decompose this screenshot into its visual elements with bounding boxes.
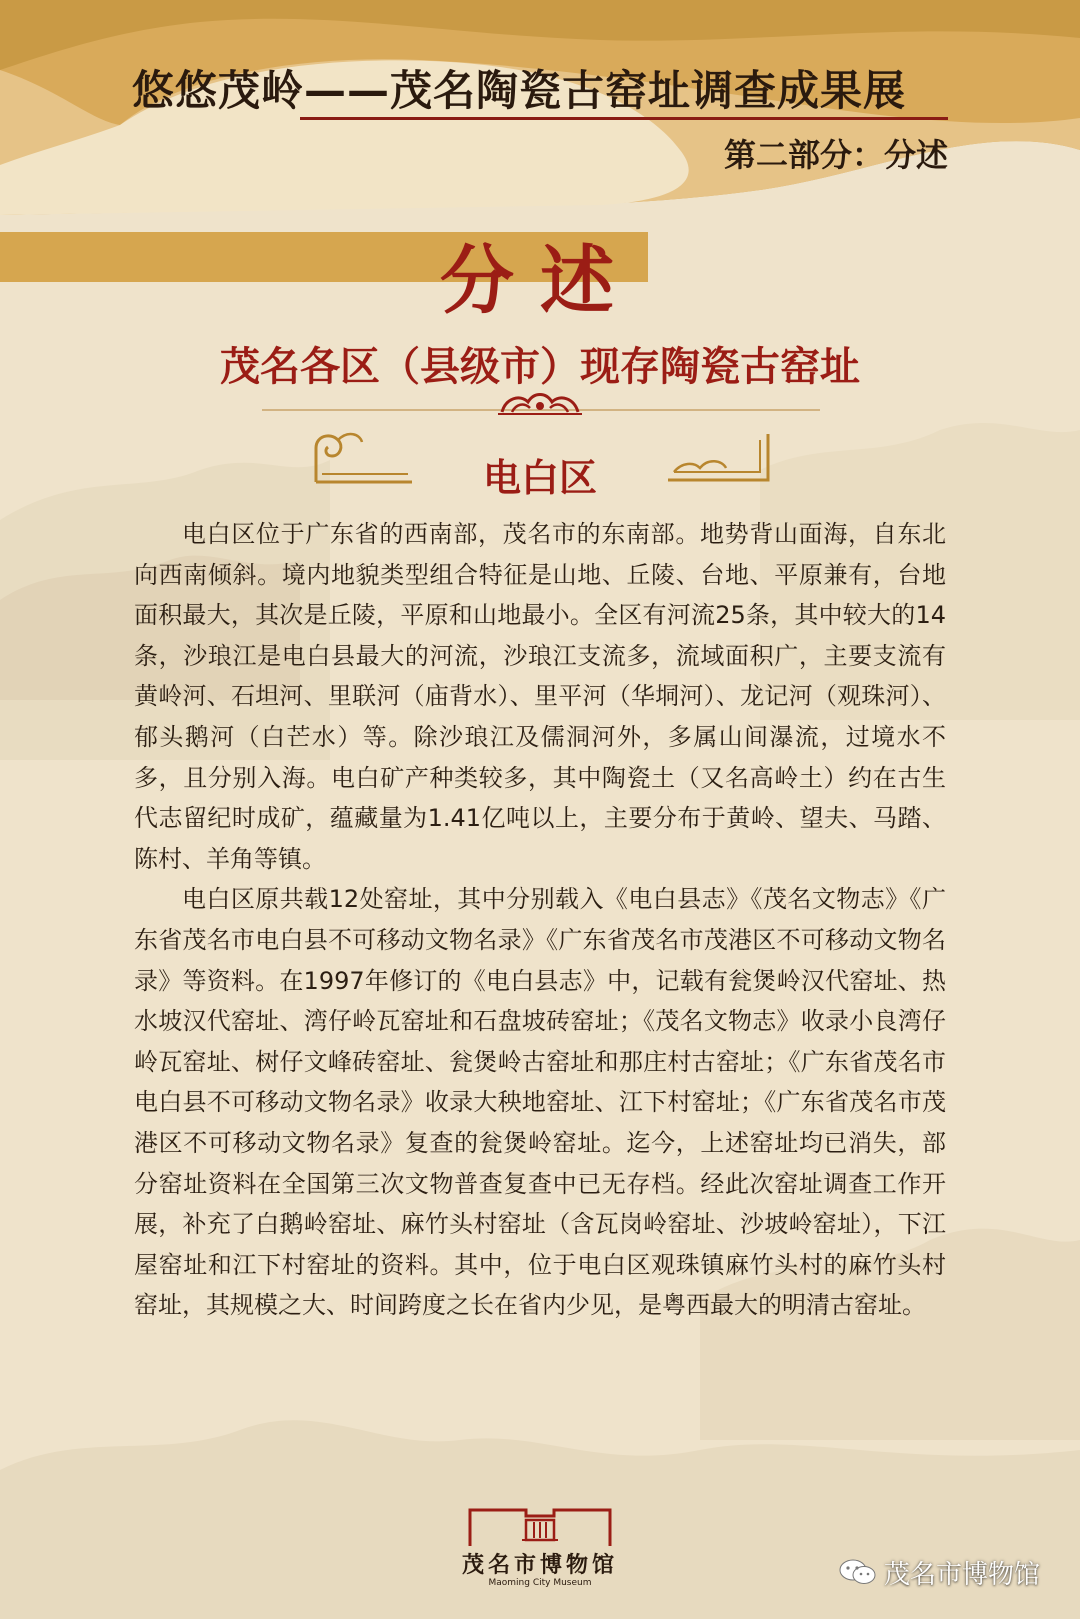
header-divider xyxy=(300,117,948,120)
section-subtitle: 茂名各区（县级市）现存陶瓷古窑址 xyxy=(220,344,860,390)
museum-name-english: Maoming City Museum xyxy=(488,1578,592,1588)
exhibition-title: 悠悠茂岭——茂名陶瓷古窑址调查成果展 xyxy=(132,66,907,115)
museum-name: 茂名市博物馆 xyxy=(461,1552,618,1578)
district-title: 电白区 xyxy=(482,456,597,500)
wechat-icon xyxy=(838,1557,878,1587)
wechat-account-name: 茂名市博物馆 xyxy=(884,1559,1041,1590)
paragraph: 电白区原共载12处窑址，其中分别载入《电白县志》《茂名文物志》《广东省茂名市电白县不可移动文物名录》《广东省茂名市茂港区不可移动文物名录》等资料。在1997年修订的《电白县志》中，记载有瓮煲岭汉代窑址、热水坡汉代窑址、湾仔岭瓦窑址和石盘坡砖窑址；《茂名文物志》收录小良湾仔岭瓦窑址、树仔文峰砖窑址、瓮煲岭古窑址和那庄村古窑址；《广东省茂名市电白县不可移动文物名录》收录大秧地窑址、江下村窑址；《广东省茂名市茂港区不可移动文物名录》复查的瓮煲岭窑址。迄今，上述窑址均已消失，部分窑址资料在全国第三次文物普查复查中已无存档。经此次窑址调查工作开展，补充了白鹅岭窑址、麻竹头村窑址（含瓦岗岭窑址、沙坡岭窑址），下江屋窑址和江下村窑址的资料。其中，位于电白区观珠镇麻竹头村的麻竹头村窑址，其规模之大、时间跨度之长在省内少见，是粤西最大的明清古窑址。 xyxy=(134,885,946,1320)
left-scroll-ornament-icon xyxy=(308,428,418,486)
part-subtitle: 第二部分：分述 xyxy=(723,136,948,174)
right-scroll-ornament-icon xyxy=(664,432,776,488)
paragraph: 电白区位于广东省的西南部，茂名市的东南部。地势背山面海，自东北向西南倾斜。境内地貌类型组合特征是山地、丘陵、台地、平原兼有，台地面积最大，其次是丘陵，平原和山地最小。全区有河流25条，其中较大的14条，沙琅江是电白县最大的河流，沙琅江支流多，流域面积广，主要支流有黄岭河、石坦河、里联河（庙背水）、里平河（华垌河）、龙记河（观珠河）、郁头鹅河（白芒水）等。除沙琅江及儒洞河外，多属山间瀑流，过境水不多，且分别入海。电白矿产种类较多，其中陶瓷土（又名高岭土）约在古生代志留纪时成矿，蕴藏量为1.41亿吨以上，主要分布于黄岭、望夫、马踏、陈村、羊角等镇。 xyxy=(134,520,946,873)
cloud-ornament-icon xyxy=(498,388,582,418)
section-heading: 分述 xyxy=(440,238,640,324)
wechat-watermark xyxy=(838,1552,1070,1592)
museum-logo-icon xyxy=(466,1506,614,1548)
body-text xyxy=(134,514,946,1326)
